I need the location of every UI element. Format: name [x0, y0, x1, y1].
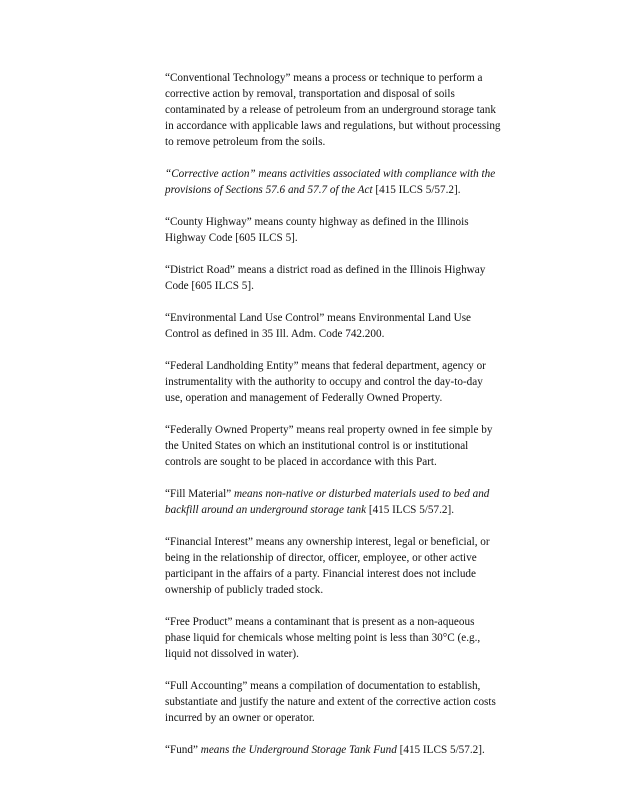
- text-run: to remove petroleum from the soils.: [165, 136, 326, 148]
- text-line: [165, 678, 535, 694]
- text-run: “Federally Owned Property” means real property owned in fee simple by: [165, 424, 493, 436]
- text-line: [165, 454, 535, 470]
- text-line: [165, 582, 535, 598]
- text-line: [165, 566, 535, 582]
- text-line: [165, 630, 535, 646]
- definition-paragraph: [165, 310, 535, 342]
- text-line: [165, 374, 535, 390]
- text-run: the United States on which an institutional control is or institutional: [165, 440, 469, 452]
- text-line: [165, 118, 535, 134]
- definition-paragraph: [165, 358, 535, 406]
- text-run: “County Highway” means county highway as defined in the Illinois: [165, 216, 469, 228]
- text-line: [165, 742, 535, 758]
- text-line: [165, 438, 535, 454]
- text-line: [165, 534, 535, 550]
- text-line: [165, 646, 535, 662]
- text-line: [165, 166, 535, 182]
- text-run: substantiate and justify the nature and extent of the corrective action costs: [165, 696, 496, 708]
- text-run: “Free Product” means a contaminant that is present as a non-aqueous: [165, 616, 475, 628]
- italic-text: means non-native or disturbed materials used to bed and: [231, 488, 490, 500]
- text-run: “Fund”: [165, 744, 198, 756]
- text-run: liquid not dissolved in water).: [165, 648, 299, 660]
- text-line: [165, 86, 535, 102]
- text-line: [165, 70, 535, 86]
- text-run: Control as defined in 35 Ill. Adm. Code 742.200.: [165, 328, 385, 340]
- text-line: [165, 278, 535, 294]
- text-run: being in the relationship of director, officer, employee, or other active: [165, 552, 477, 564]
- text-line: [165, 486, 535, 502]
- text-run: “Full Accounting” means a compilation of documentation to establish,: [165, 680, 481, 692]
- text-line: [165, 214, 535, 230]
- definition-paragraph: [165, 742, 535, 758]
- text-run: participant in the affairs of a party. Financial interest does not include: [165, 568, 476, 580]
- text-line: [165, 310, 535, 326]
- definition-paragraph: [165, 262, 535, 294]
- text-run: ownership of publicly traded stock.: [165, 584, 324, 596]
- text-run: contaminated by a release of petroleum from an underground storage tank: [165, 104, 496, 116]
- text-run: instrumentality with the authority to occupy and control the day-to-day: [165, 376, 483, 388]
- text-line: [165, 422, 535, 438]
- text-line: [165, 134, 535, 150]
- text-run: [415 ILCS 5/57.2].: [372, 184, 461, 196]
- definition-paragraph: [165, 422, 535, 470]
- definition-paragraph: [165, 166, 535, 198]
- text-line: [165, 694, 535, 710]
- definition-paragraph: [165, 678, 535, 726]
- text-run: Highway Code [605 ILCS 5].: [165, 232, 298, 244]
- text-line: [165, 182, 535, 198]
- text-run: phase liquid for chemicals whose melting point is less than 30°C (e.g.,: [165, 632, 481, 644]
- definition-paragraph: [165, 214, 535, 246]
- italic-text: “Corrective action” means activities associated with compliance with the: [165, 168, 496, 180]
- text-run: incurred by an owner or operator.: [165, 712, 315, 724]
- text-run: “Fill Material”: [165, 488, 232, 500]
- text-run: use, operation and management of Federally Owned Property.: [165, 392, 443, 404]
- italic-text: provisions of Sections 57.6 and 57.7 of the Act: [165, 184, 373, 196]
- text-run: [415 ILCS 5/57.2].: [366, 504, 454, 516]
- text-run: “Environmental Land Use Control” means Environmental Land Use: [165, 312, 472, 324]
- italic-text: backfill around an underground storage tank: [165, 504, 367, 516]
- definition-paragraph: [165, 534, 535, 598]
- text-run: controls are sought to be placed in accordance with this Part.: [165, 456, 437, 468]
- text-line: [165, 502, 535, 518]
- text-run: “Federal Landholding Entity” means that federal department, agency or: [165, 360, 486, 372]
- text-line: [165, 230, 535, 246]
- text-line: [165, 358, 535, 374]
- definition-paragraph: [165, 70, 535, 150]
- text-line: [165, 102, 535, 118]
- document-page: [165, 70, 535, 774]
- definition-paragraph: [165, 614, 535, 662]
- text-run: corrective action by removal, transportation and disposal of soils: [165, 88, 455, 100]
- text-line: [165, 710, 535, 726]
- text-line: [165, 390, 535, 406]
- text-line: [165, 550, 535, 566]
- text-run: “Financial Interest” means any ownership interest, legal or beneficial, or: [165, 536, 490, 548]
- definition-paragraph: [165, 486, 535, 518]
- italic-text: means the Underground Storage Tank Fund: [197, 744, 397, 756]
- text-run: Code [605 ILCS 5].: [165, 280, 254, 292]
- text-run: “Conventional Technology” means a process or technique to perform a: [165, 72, 483, 84]
- text-line: [165, 614, 535, 630]
- text-line: [165, 262, 535, 278]
- text-run: “District Road” means a district road as defined in the Illinois Highway: [165, 264, 486, 276]
- text-run: [415 ILCS 5/57.2].: [396, 744, 485, 756]
- text-line: [165, 326, 535, 342]
- text-run: in accordance with applicable laws and regulations, but without processing: [165, 120, 501, 132]
